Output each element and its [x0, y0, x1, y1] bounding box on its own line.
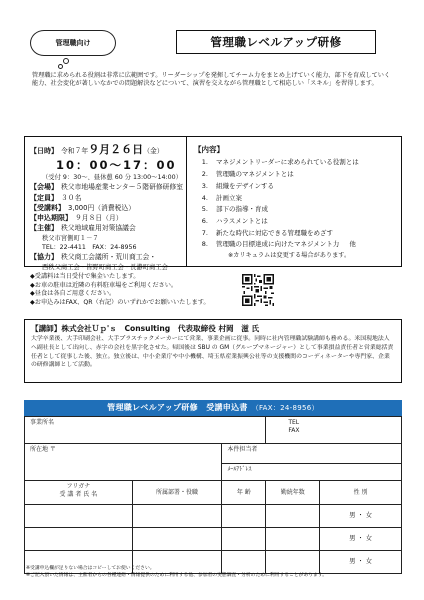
email-field[interactable]: ﾒｰﾙｱﾄﾞﾚｽ	[222, 464, 402, 481]
event-info	[30, 143, 184, 273]
participant-name-field[interactable]	[25, 528, 133, 551]
qr-code-icon[interactable]	[242, 274, 274, 306]
company-name-field[interactable]: 事業所名	[25, 417, 266, 444]
department-field[interactable]	[132, 505, 222, 528]
list-item: 8. 管理職の目標達成に向けたマネジメント力 他	[201, 240, 356, 249]
footnotes	[26, 566, 406, 580]
contents-list	[194, 145, 398, 260]
host-address: 秩父市宮側町１－７	[42, 234, 99, 242]
list-item: ◆受講料は当日受付で集金いたします。	[30, 273, 140, 280]
table-row	[25, 505, 402, 528]
notice-list	[30, 273, 220, 308]
age-field[interactable]	[222, 528, 266, 551]
page-title: 管理職レベルアップ研修	[176, 30, 376, 54]
lecturer-bio: 大学卒業後、大手印刷会社、大手プラスチックメーカーにて営業、事業企画に従事。同時に社内管理職試験講師も務める。米国現地法人へ副社長として出向し、赤字の会社を黒字化させた。帰国後は SBU の GM（グループマネージャー）として事業損益責任者と営業総括責任者として従事した後、独立。独立後は、中小企業庁や中小機構、埼玉県産業振興公社等の支援機関のコーディネーターや専門家、企業の研修講師として活動。	[31, 336, 394, 369]
address-field[interactable]: 所在地 〒	[25, 444, 222, 481]
coop-row: 【協力】 秩父商工会議所・荒川商工会・	[30, 253, 157, 262]
host-row: 【主催】 秩父地域雇用対策協議会	[30, 224, 136, 233]
list-item: 7. 新たな時代に対応できる管理職をめざす	[201, 228, 333, 237]
age-field[interactable]	[222, 505, 266, 528]
department-field[interactable]	[132, 528, 222, 551]
intro-text: 管理職に求められる役割は非常に広範囲です。リーダーシップを発揮してチーム力をまとめ上げていく能力、部下を育成していく能力、社会変化が著しいなかでの問題解決などについて、演習を交えながら管理職として相応しい「スキル」を習得します。	[32, 72, 391, 88]
event-time: 10：00～17：00	[56, 158, 177, 173]
lecturer-heading: 【講師】株式会社Ｕｐ'ｓ Consulting 代表取締役 村岡 滋 氏	[31, 324, 260, 333]
list-item: 6. ハラスメントとは	[201, 216, 268, 225]
list-item: ◆お車の駐車は近隣の有料駐車場をご利用ください。	[30, 281, 178, 289]
company-phone-fax-field[interactable]: TEL FAX	[266, 417, 402, 444]
lecturer-box	[24, 319, 402, 383]
years-field[interactable]	[266, 528, 320, 551]
fee-row: 【受講料】 3,000円（消費税込）	[30, 203, 136, 212]
sex-selector[interactable]: 男 ・ 女	[320, 551, 402, 574]
list-item: ◆昼食は各自ご用意ください。	[30, 290, 116, 298]
footnote: ※受講申込欄が足りない場合はコピーしてお使いください。	[26, 566, 155, 571]
footnote: ※ご記入頂いた情報は、主催者からの各種連絡・情報提供のために利用する他、参加者の実態調査・分析のために利用することがあります。	[26, 572, 328, 578]
contents-heading: 【内容】	[194, 145, 224, 154]
curriculum-note: ※カリキュラムは変更する場合があります。	[228, 252, 351, 260]
event-date: ９月２６日	[88, 143, 144, 156]
table-row	[25, 528, 402, 551]
address-row	[25, 444, 402, 464]
table-header: フリガナ 受 講 者 氏 名 所属部署・役職 年 齢 勤続年数 性 別	[25, 481, 402, 505]
deadline-row: 【申込期限】 ９月８日（月）	[30, 214, 123, 223]
application-form	[24, 416, 402, 574]
audience-badge: 管理職向け	[30, 30, 116, 56]
list-item: 4. 計画立案	[201, 193, 242, 202]
event-box-divider	[186, 136, 187, 267]
participant-name-field[interactable]	[25, 505, 133, 528]
list-item: ◆お申込みはFAX、QR（右記）のいずれかでお願いいたします。	[30, 299, 210, 307]
sex-selector[interactable]: 男 ・ 女	[320, 505, 402, 528]
list-item: 3. 組織をデザインする	[201, 181, 275, 190]
list-item: 1. マネジメントリーダーに求められている役割とは	[201, 158, 359, 167]
sex-selector[interactable]: 男 ・ 女	[320, 528, 402, 551]
venue-row: 【会場】 秩父市地場産業センター５階研修研修室	[30, 183, 184, 192]
company-row	[25, 417, 402, 444]
time-note: （受付 9：30～、昼休憩 60 分 13:00～14:00）	[42, 174, 182, 182]
years-field[interactable]	[266, 505, 320, 528]
date-row: 【日時】 令和７年 ９月２６日 （金）	[30, 143, 164, 156]
list-item: 2. 管理職のマネジメントとは	[201, 170, 294, 179]
application-form-header: 管理職レベルアップ研修 受講申込書 （FAX：24-8956）	[24, 400, 402, 416]
contact-person-field[interactable]: 本件担当者	[222, 444, 402, 464]
coop-line-2: 西秩父商工会・皆野町商工会・長瀞町商工会	[42, 263, 168, 271]
list-item: 5. 部下の指導・育成	[201, 205, 268, 214]
capacity-row: 【定員】 ３０名	[30, 193, 82, 202]
host-contact: TEL：22-4411 FAX：24-8956	[42, 244, 137, 252]
